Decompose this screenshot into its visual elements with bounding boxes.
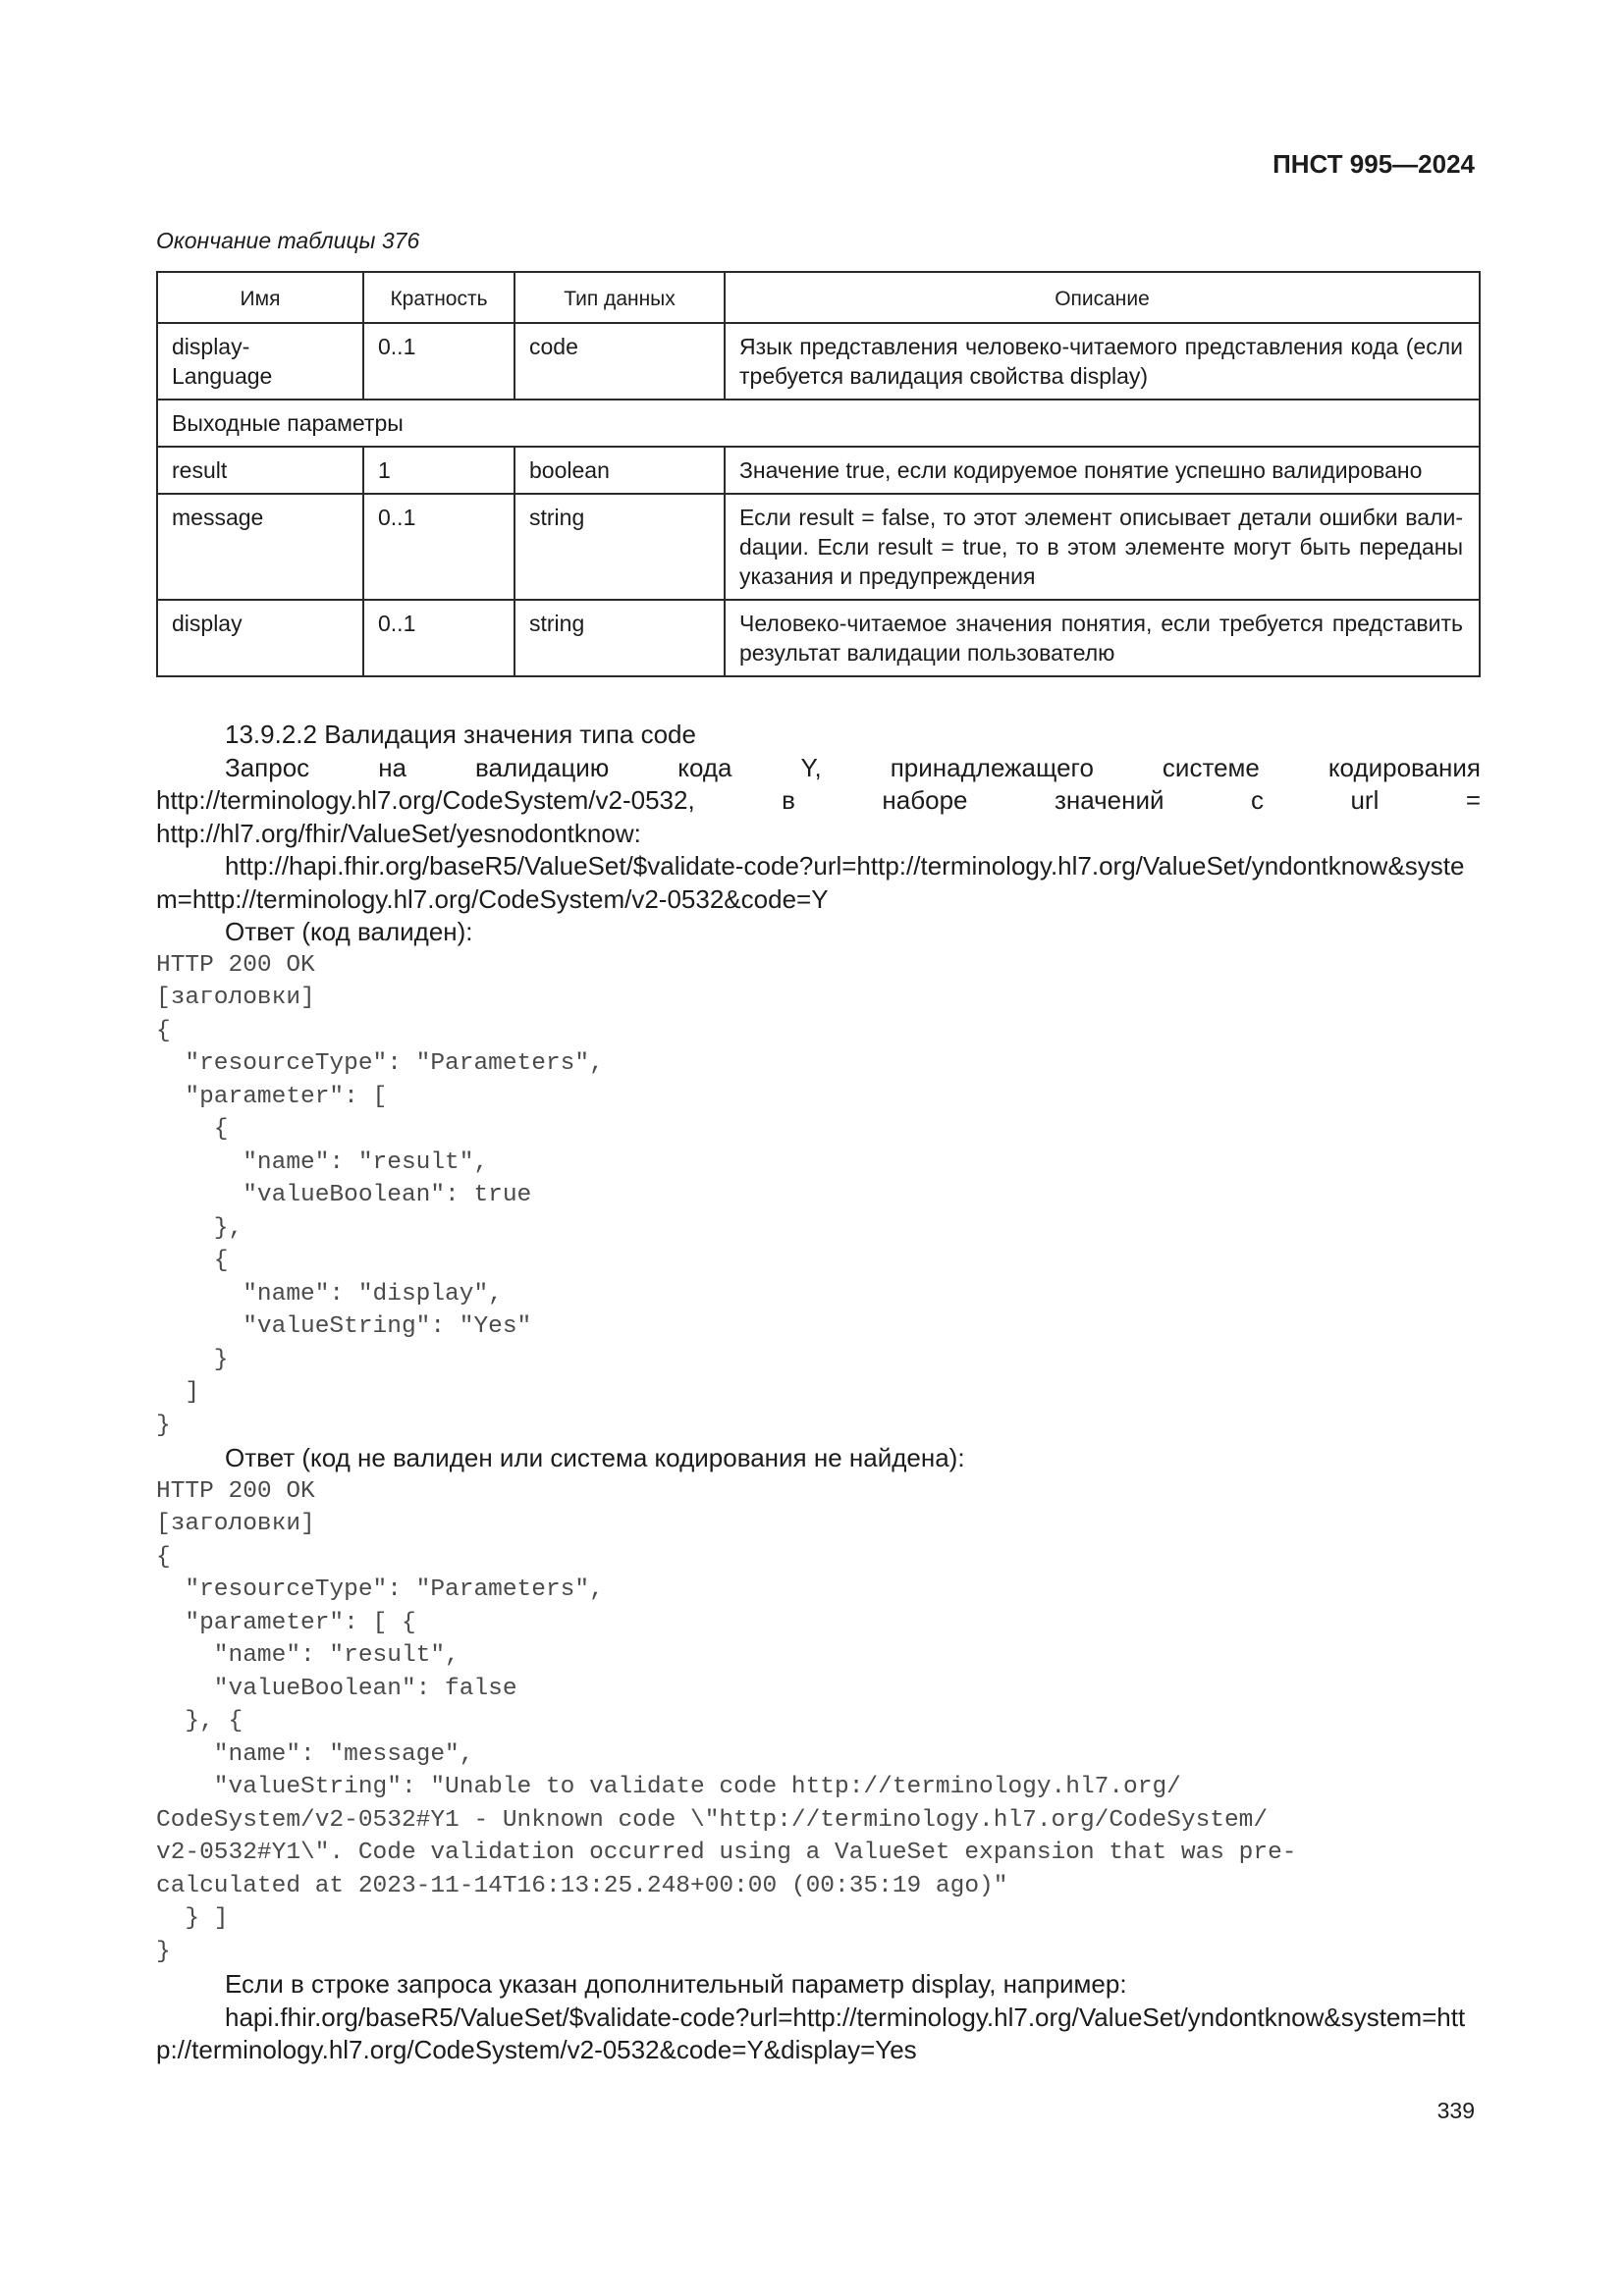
param-name: display xyxy=(157,600,363,676)
param-cardinality: 0..1 xyxy=(363,323,514,400)
table-row xyxy=(157,600,1480,676)
page-number: 339 xyxy=(1436,2098,1475,2123)
column-header-datatype: Тип данных xyxy=(514,272,725,323)
table-header-row xyxy=(157,272,1480,323)
param-description: Человеко-читаемое значения понятия, если требуется представить результат валидации пользователю xyxy=(725,600,1480,676)
section-heading: 13.9.2.2 Валидация значения типа code xyxy=(225,720,696,749)
param-cardinality: 0..1 xyxy=(363,494,514,600)
column-header-name: Имя xyxy=(157,272,363,323)
table-caption: Окончание таблицы 376 xyxy=(156,228,420,253)
column-header-cardinality: Кратность xyxy=(363,272,514,323)
table-row xyxy=(157,447,1480,494)
response-valid-code: HTTP 200 OK [заголовки] { "resourceType": "Parameters", "parameter": [ { "name": "result", "valueBoolean": true }, { "name": "display", "valueString": "Yes" } ] } xyxy=(156,951,604,1439)
request-url: http://hapi.fhir.org/baseR5/ValueSet/$validate-code?url=http://terminology.hl7.org/ValueSet/yndontknow&system=http://terminology.hl7.org/CodeSystem/v2-0532&code=Y xyxy=(156,851,1465,914)
body-text xyxy=(156,719,1481,2067)
param-description: Язык представления человеко-читаемого представления кода (если требуется валидация свойства display) xyxy=(725,323,1480,400)
param-datatype: code xyxy=(514,323,725,400)
response-valid-label: Ответ (код валиден): xyxy=(225,917,473,946)
request-intro: Запрос на валидацию кода Y, принадлежащего системе кодирования http://terminology.hl7.org/CodeSystem/v2-0532, в наборе значений с url = http://hl7.org/fhir/ValueSet/yesnodontknow: xyxy=(156,752,1481,848)
parameters-table xyxy=(156,271,1481,677)
table-section-row xyxy=(157,400,1480,447)
section-label: Выходные параметры xyxy=(157,400,1480,447)
param-cardinality: 0..1 xyxy=(363,600,514,676)
table-row xyxy=(157,494,1480,600)
table-row xyxy=(157,323,1480,400)
param-datatype: boolean xyxy=(514,447,725,494)
param-datatype: string xyxy=(514,494,725,600)
param-description: Если result = false, то этот элемент описывает детали ошибки валиdации. Если result = true, то в этом элементе могут быть переданы указания и предупреждения xyxy=(725,494,1480,600)
param-description: Значение true, если кодируемое понятие успешно валидировано xyxy=(725,447,1480,494)
param-datatype: string xyxy=(514,600,725,676)
param-name: result xyxy=(157,447,363,494)
display-note: Если в строке запроса указан дополнительный параметр display, например: xyxy=(225,1969,1127,1999)
response-invalid-label: Ответ (код не валиден или система кодирования не найдена): xyxy=(225,1443,965,1472)
column-header-description: Описание xyxy=(725,272,1480,323)
response-invalid-code: HTTP 200 OK [заголовки] { "resourceType": "Parameters", "parameter": [ { "name": "result", "valueBoolean": false }, { "name": "message", "valueString": "Unable to validate code http://terminology.hl7.org/ CodeSystem/v2-0532#Y1 - Unknown code \"http://terminology.hl7.org/CodeSystem/ v2-0532#Y1\". Code validation occurred using a ValueSet expansion that was pre- calculated at 2023-11-14T16:13:25.248+00:00 (00:35:19 ago)" } ] } xyxy=(156,1477,1297,1965)
standard-designation: ПНСТ 995—2024 xyxy=(1272,149,1475,179)
param-cardinality: 1 xyxy=(363,447,514,494)
param-name: display- Language xyxy=(157,323,363,400)
param-name: message xyxy=(157,494,363,600)
display-url: hapi.fhir.org/baseR5/ValueSet/$validate-code?url=http://terminology.hl7.org/ValueSet/yndontknow&system=http://terminology.hl7.org/CodeSystem/v2-0532&code=Y&display=Yes xyxy=(156,2002,1466,2064)
